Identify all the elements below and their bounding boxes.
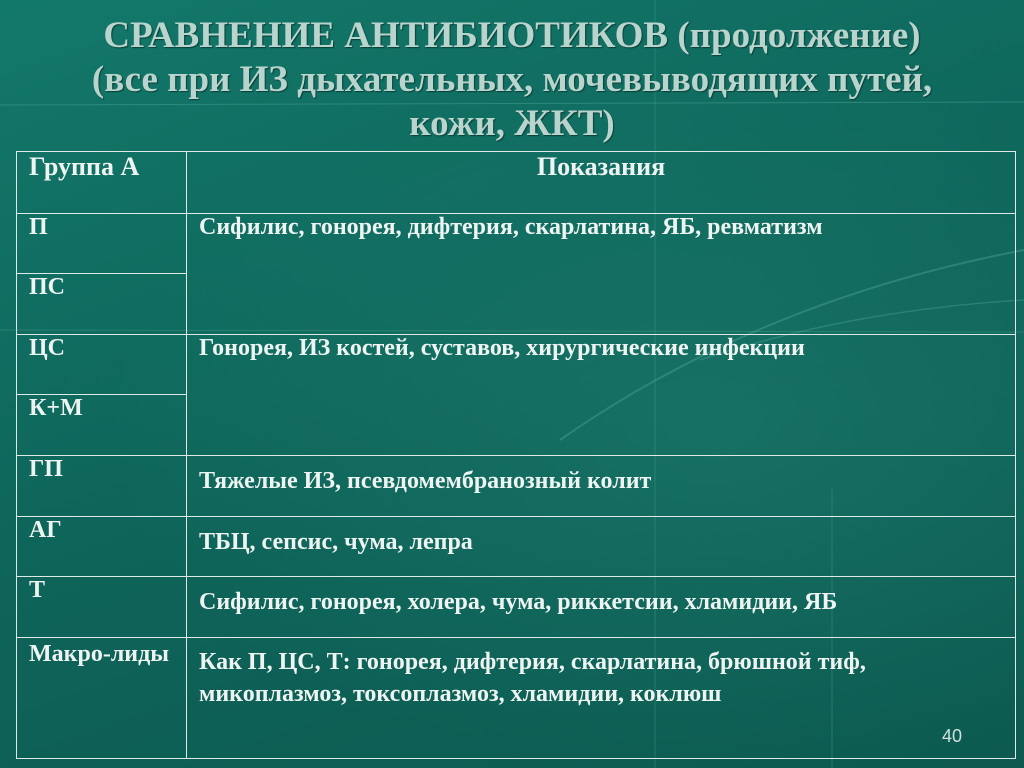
group-cell: ГП bbox=[17, 455, 187, 516]
indications-cell: Сифилис, гонорея, холера, чума, риккетсии, хламидии, ЯБ bbox=[187, 577, 1016, 638]
title-line-1: СРАВНЕНИЕ АНТИБИОТИКОВ (продолжение) bbox=[103, 15, 921, 56]
group-cell: Т bbox=[17, 577, 187, 638]
group-cell: ЦС bbox=[17, 334, 187, 395]
table-row bbox=[17, 637, 1016, 758]
header-group: Группа А bbox=[17, 152, 187, 214]
group-cell: ПС bbox=[17, 274, 187, 335]
table-header-row bbox=[17, 152, 1016, 214]
group-cell: К+М bbox=[17, 395, 187, 456]
table-row bbox=[17, 213, 1016, 274]
group-cell: П bbox=[17, 213, 187, 274]
group-cell: АГ bbox=[17, 516, 187, 577]
header-indications: Показания bbox=[187, 152, 1016, 214]
indications-cell: Тяжелые ИЗ, псевдомембранозный колит bbox=[187, 455, 1016, 516]
antibiotics-table bbox=[16, 151, 1016, 759]
table-row bbox=[17, 455, 1016, 516]
group-cell: Макро-лиды bbox=[17, 637, 187, 758]
indications-cell: ТБЦ, сепсис, чума, лепра bbox=[187, 516, 1016, 577]
table-row bbox=[17, 334, 1016, 395]
title-line-3: кожи, ЖКТ) bbox=[409, 103, 615, 144]
indications-cell: Сифилис, гонорея, дифтерия, скарлатина, ЯБ, ревматизм bbox=[187, 213, 1016, 334]
indications-cell: Как П, ЦС, Т: гонорея, дифтерия, скарлатина, брюшной тиф, микоплазмоз, токсоплазмоз, хламидии, коклюш bbox=[187, 637, 1016, 758]
indications-cell: Гонорея, ИЗ костей, суставов, хирургические инфекции bbox=[187, 334, 1016, 455]
title-line-2: (все при ИЗ дыхательных, мочевыводящих путей, bbox=[91, 59, 933, 100]
slide-title bbox=[20, 14, 1004, 146]
page-number: 40 bbox=[941, 726, 962, 746]
table-row bbox=[17, 577, 1016, 638]
table-row bbox=[17, 516, 1016, 577]
